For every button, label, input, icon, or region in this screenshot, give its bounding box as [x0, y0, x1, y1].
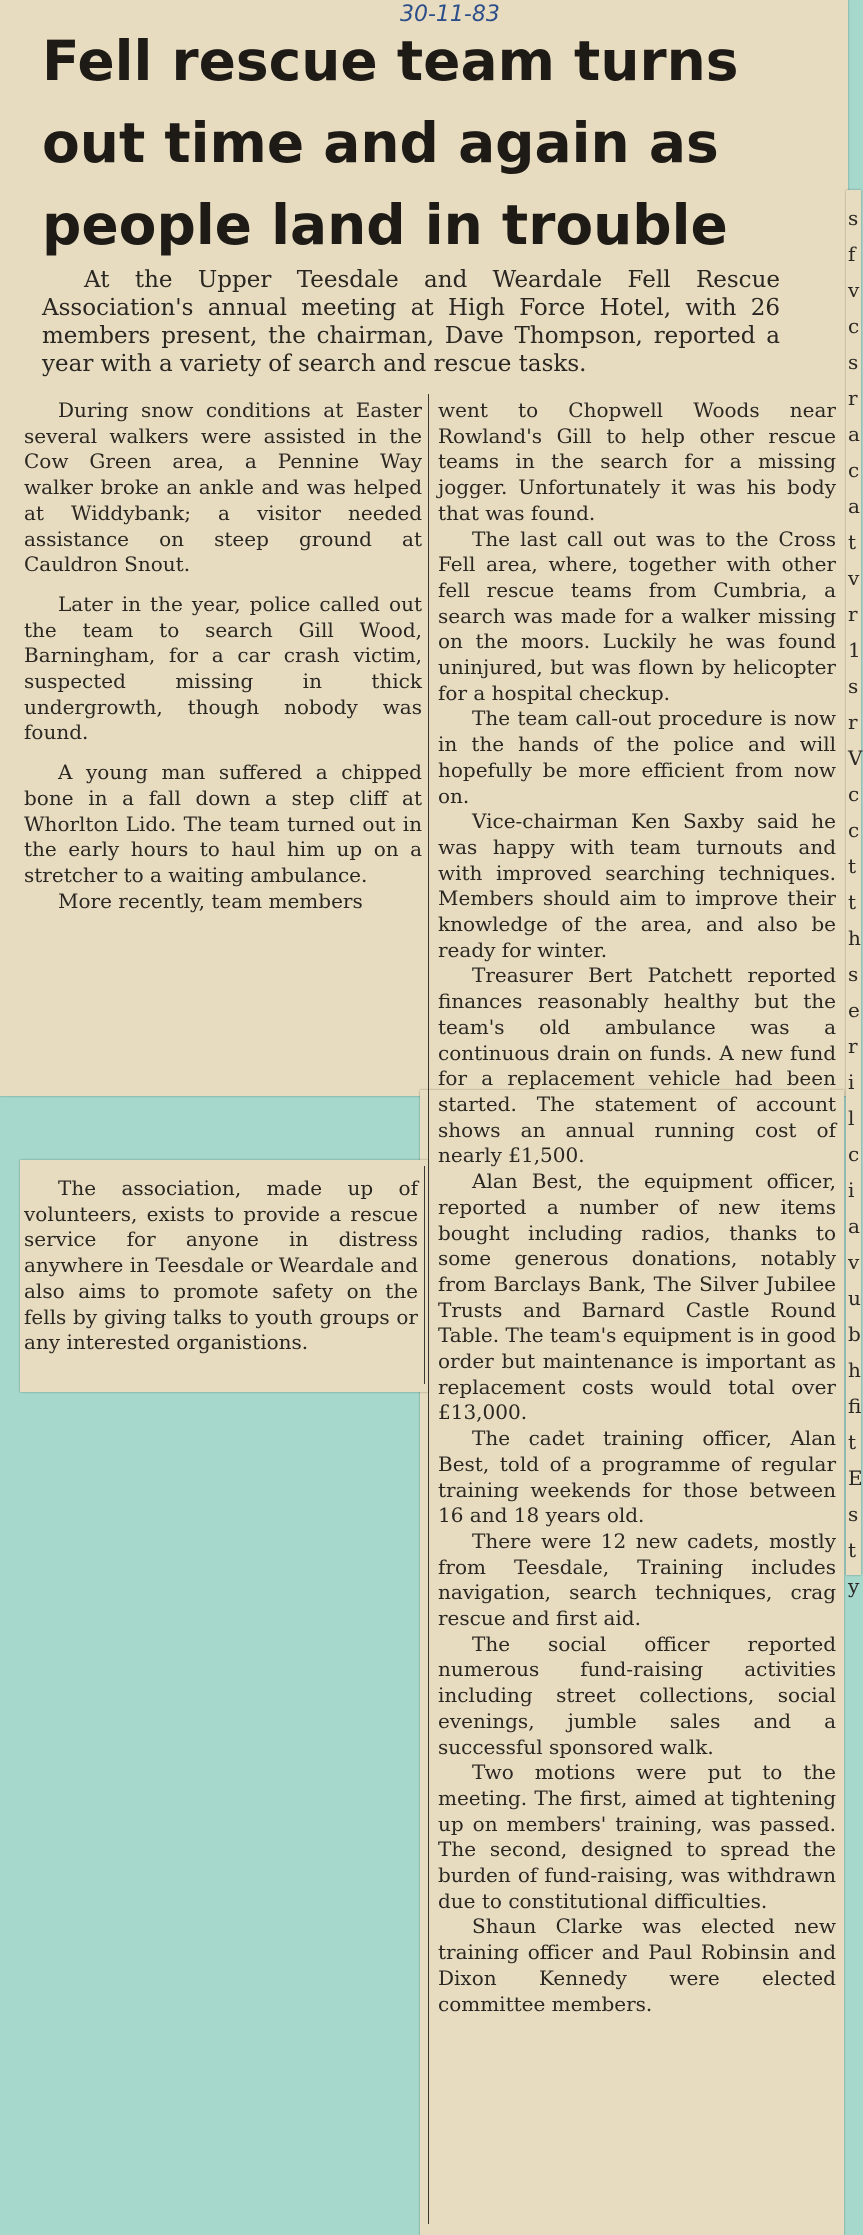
- paragraph: Shaun Clarke was elected new training officer and Paul Robinsin and Dixon Kennedy were elected committee members.: [438, 1914, 836, 2016]
- paragraph: More recently, team members: [58, 888, 363, 913]
- box-paragraph: The association, made up of volunteers, exists to provide a rescue service for anyone in distress anywhere in Teesdale or Weardale and also aims to promote safety on the fells by giving talks to youth groups or any interested organistions.: [24, 1176, 418, 1355]
- paragraph: The social officer reported numerous fund-raising activities including street collections, social evenings, jumble sales and a successful sponsored walk.: [438, 1631, 836, 1759]
- adjacent-column-edge: s f v c s r a c a t v r 1 s r V c c t t h s e r i l c i a v u b h fi t E s t y: [848, 206, 863, 1598]
- article-column-2: [438, 398, 836, 2017]
- handwritten-date: 30-11-83: [400, 2, 500, 27]
- paragraph: Vice-chairman Ken Saxby said he was happy with team turnouts and with improved searching techniques. Members should aim to improve their knowledge of the area, and also be ready for winter.: [438, 809, 836, 962]
- intro-paragraph: At the Upper Teesdale and Weardale Fell Rescue Association's annual meeting at High Force Hotel, with 26 members present, the chairman, Dave Thompson, reported a year with a variety of search and rescue tasks.: [42, 267, 780, 377]
- box-rule: [424, 1166, 425, 1384]
- paragraph: The cadet training officer, Alan Best, told of a programme of regular training weekends for those between 16 and 18 years old.: [438, 1426, 836, 1528]
- paragraph: There were 12 new cadets, mostly from Teesdale, Training includes navigation, search techniques, crag rescue and first aid.: [438, 1528, 836, 1631]
- paragraph: Alan Best, the equipment officer, reported a number of new items bought including radios, thanks to some generous donations, notably from Barclays Bank, The Silver Jubilee Trusts and Barnard Castle Round Table. The team's equipment is in good order but maintenance is important as replacement costs would total over £13,000.: [438, 1169, 836, 1425]
- paragraph: The team call-out procedure is now in the hands of the police and will hopefully be more efficient from now on.: [438, 706, 836, 808]
- column-rule: [428, 394, 429, 2224]
- paragraph: Treasurer Bert Patchett reported finances reasonably healthy but the team's old ambulance was a continuous drain on funds. A new fund for a replacement vehicle had been started. The statement of account shows an annual running cost of nearly £1,500.: [438, 963, 836, 1168]
- paragraph: Later in the year, police called out the team to search Gill Wood, Barningham, for a car crash victim, suspected missing in thick undergrowth, though nobody was found.: [24, 591, 422, 745]
- paragraph: The last call out was to the Cross Fell area, where, together with other fell rescue teams from Cumbria, a search was made for a walker missing on the moors. Luckily he was found uninjured, but was flown by helicopter for a hospital checkup.: [438, 526, 836, 705]
- paragraph: went to Chopwell Woods near Rowland's Gill to help other rescue teams in the search for a missing jogger. Unfortunately it was his body that was found.: [438, 398, 836, 525]
- paragraph: During snow conditions at Easter several walkers were assisted in the Cow Green area, a Pennine Way walker broke an ankle and was helped at Widdybank; a visitor needed assistance on steep ground at Cauldron Snout.: [24, 398, 422, 577]
- paragraph: A young man suffered a chipped bone in a fall down a step cliff at Whorlton Lido. The team turned out in the early hours to haul him up on a stretcher to a waiting ambulance.: [24, 760, 422, 887]
- info-box: [24, 1176, 418, 1356]
- paragraph: Two motions were put to the meeting. The first, aimed at tightening up on members' training, was passed. The second, designed to spread the burden of fund-raising, was withdrawn due to constitutional difficulties.: [438, 1760, 836, 1913]
- article-column-1: [24, 398, 422, 914]
- headline: Fell rescue team turns out time and again as people land in trouble: [42, 29, 739, 257]
